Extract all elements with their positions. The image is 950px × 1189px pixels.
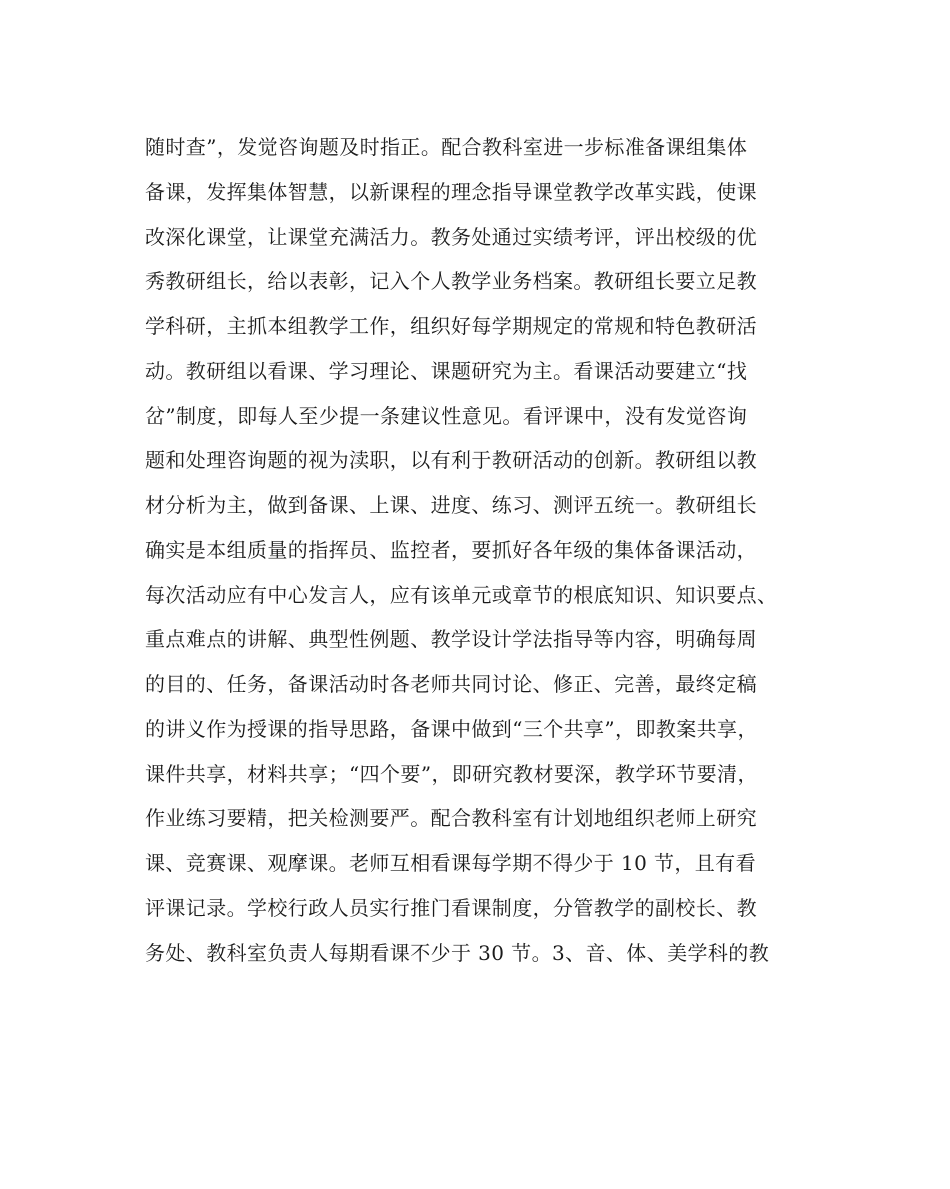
text-line: 重点难点的讲解、典型性例题、教学设计学法指导等内容，明确每周: [145, 627, 757, 652]
text-line: 秀教研组长，给以表彰，记入个人教学业务档案。教研组长要立足教: [145, 269, 757, 294]
text-line: 确实是本组质量的指挥员、监控者，要抓好各年级的集体备课活动，: [145, 537, 757, 562]
body-text: [145, 125, 825, 975]
text-line: 的目的、任务，备课活动时各老师共同讨论、修正、完善，最终定稿: [145, 672, 757, 696]
text-line: 的讲义作为授课的指导思路，备课中做到“三个共享”，即教案共享，: [145, 716, 758, 741]
text-line: 评课记录。学校行政人员实行推门看课制度，分管教学的副校长、教: [145, 895, 757, 920]
text-line: 课件共享，材料共享；“四个要”，即研究教材要深，教学环节要清，: [145, 761, 758, 786]
text-line: 课、竞赛课、观摩课。老师互相看课每学期不得少于 10 节，且有看: [145, 851, 756, 875]
text-line: 岔”制度，即每人至少提一条建议性意见。看评课中，没有发觉咨询: [145, 403, 748, 428]
text-line: 题和处理咨询题的视为渎职，以有利于教研活动的创新。教研组以教: [145, 448, 757, 473]
text-line: 动。教研组以看课、学习理论、课题研究为主。看课活动要建立“找: [145, 358, 748, 383]
text-line: 随时查”，发觉咨询题及时指正。配合教科室进一步标准备课组集体: [145, 135, 748, 159]
text-line: 务处、教科室负责人每期看课不少于 30 节。3、音、体、美学科的教: [145, 940, 770, 965]
text-line: 学科研，主抓本组教学工作，组织好每学期规定的常规和特色教研活: [145, 314, 757, 338]
text-line: 材分析为主，做到备课、上课、进度、练习、测评五统一。教研组长: [145, 493, 757, 517]
text-line: 作业练习要精，把关检测要严。配合教科室有计划地组织老师上研究: [145, 806, 757, 831]
text-line: 每次活动应有中心发言人，应有该单元或章节的根底知识、知识要点、: [145, 582, 778, 607]
text-line: 改深化课堂，让课堂充满活力。教务处通过实绩考评，评出校级的优: [145, 224, 757, 249]
text-line: 备课，发挥集体智慧，以新课程的理念指导课堂教学改革实践，使课: [145, 179, 757, 204]
